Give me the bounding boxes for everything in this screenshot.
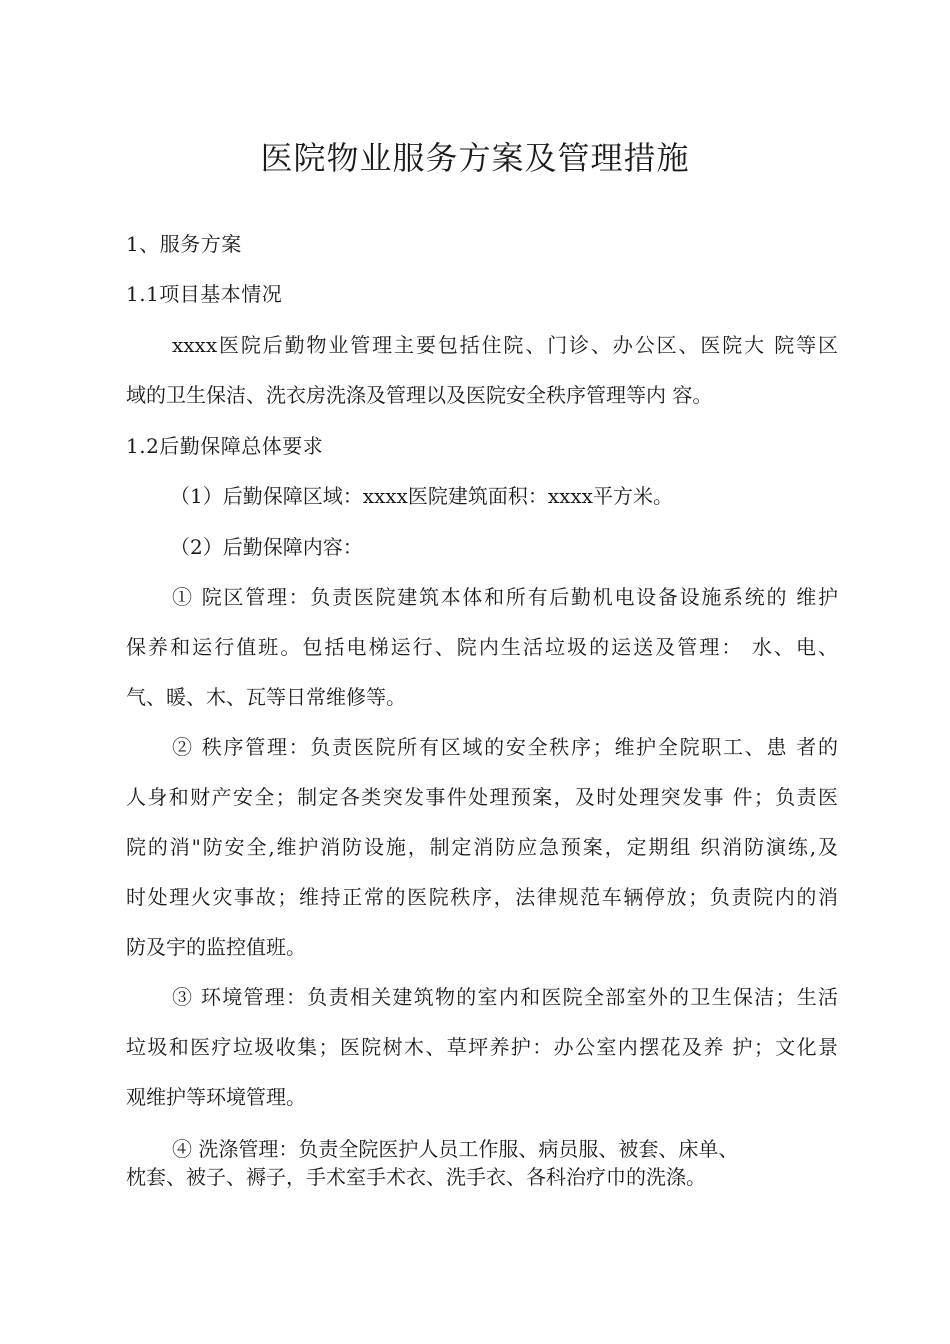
- list-item-1: （1）后勤保障区域：xxxx医院建筑面积：xxxx平方米。: [170, 484, 673, 508]
- section-heading-1: 1、服务方案: [126, 232, 242, 256]
- paragraph-line: 防及宇的监控值班。: [126, 935, 306, 959]
- paragraph-line: 时处理火灾事故；维持正常的医院秩序，法律规范车辆停放；负责院内的消: [126, 885, 838, 909]
- paragraph-line: 气、暖、木、瓦等日常维修等。: [126, 685, 406, 709]
- paragraph-line: ③ 环境管理：负责相关建筑物的室内和医院全部室外的卫生保洁；生活: [172, 985, 838, 1009]
- paragraph-line: xxxx医院后勤物业管理主要包括住院、门诊、办公区、医院大 院等区: [172, 333, 838, 357]
- paragraph-line: ① 院区管理：负责医院建筑本体和所有后勤机电设备设施系统的 维护: [172, 585, 838, 609]
- paragraph-line: ④ 洗涤管理：负责全院医护人员工作服、病员服、被套、床单、: [172, 1137, 739, 1161]
- document-title: 医院物业服务方案及管理措施: [260, 139, 690, 177]
- section-heading-1-1: 1.1项目基本情况: [126, 282, 283, 306]
- paragraph-line: 人身和财产安全；制定各类突发事件处理预案，及时处理突发事 件；负责医: [126, 785, 838, 809]
- list-item-2: （2）后勤保障内容：: [170, 535, 363, 559]
- paragraph-line: ② 秩序管理：负责医院所有区域的安全秩序；维护全院职工、患 者的: [172, 735, 838, 759]
- paragraph-line: 枕套、被子、褥子，手术室手术衣、洗手衣、各科治疗巾的洗涤。: [126, 1165, 706, 1189]
- paragraph-line: 院的消"防安全,维护消防设施，制定消防应急预案，定期组 织消防演练,及: [126, 835, 838, 859]
- paragraph-line: 垃圾和医疗垃圾收集；医院树木、草坪养护：办公室内摆花及养 护；文化景: [126, 1035, 838, 1059]
- section-heading-1-2: 1.2后勤保障总体要求: [126, 434, 324, 458]
- paragraph-line: 观维护等环境管理。: [126, 1085, 306, 1109]
- paragraph-line: 保养和运行值班。包括电梯运行、院内生活垃圾的运送及管理： 水、电、: [126, 635, 838, 659]
- paragraph-line: 域的卫生保洁、洗衣房洗涤及管理以及医院安全秩序管理等内 容。: [126, 383, 713, 407]
